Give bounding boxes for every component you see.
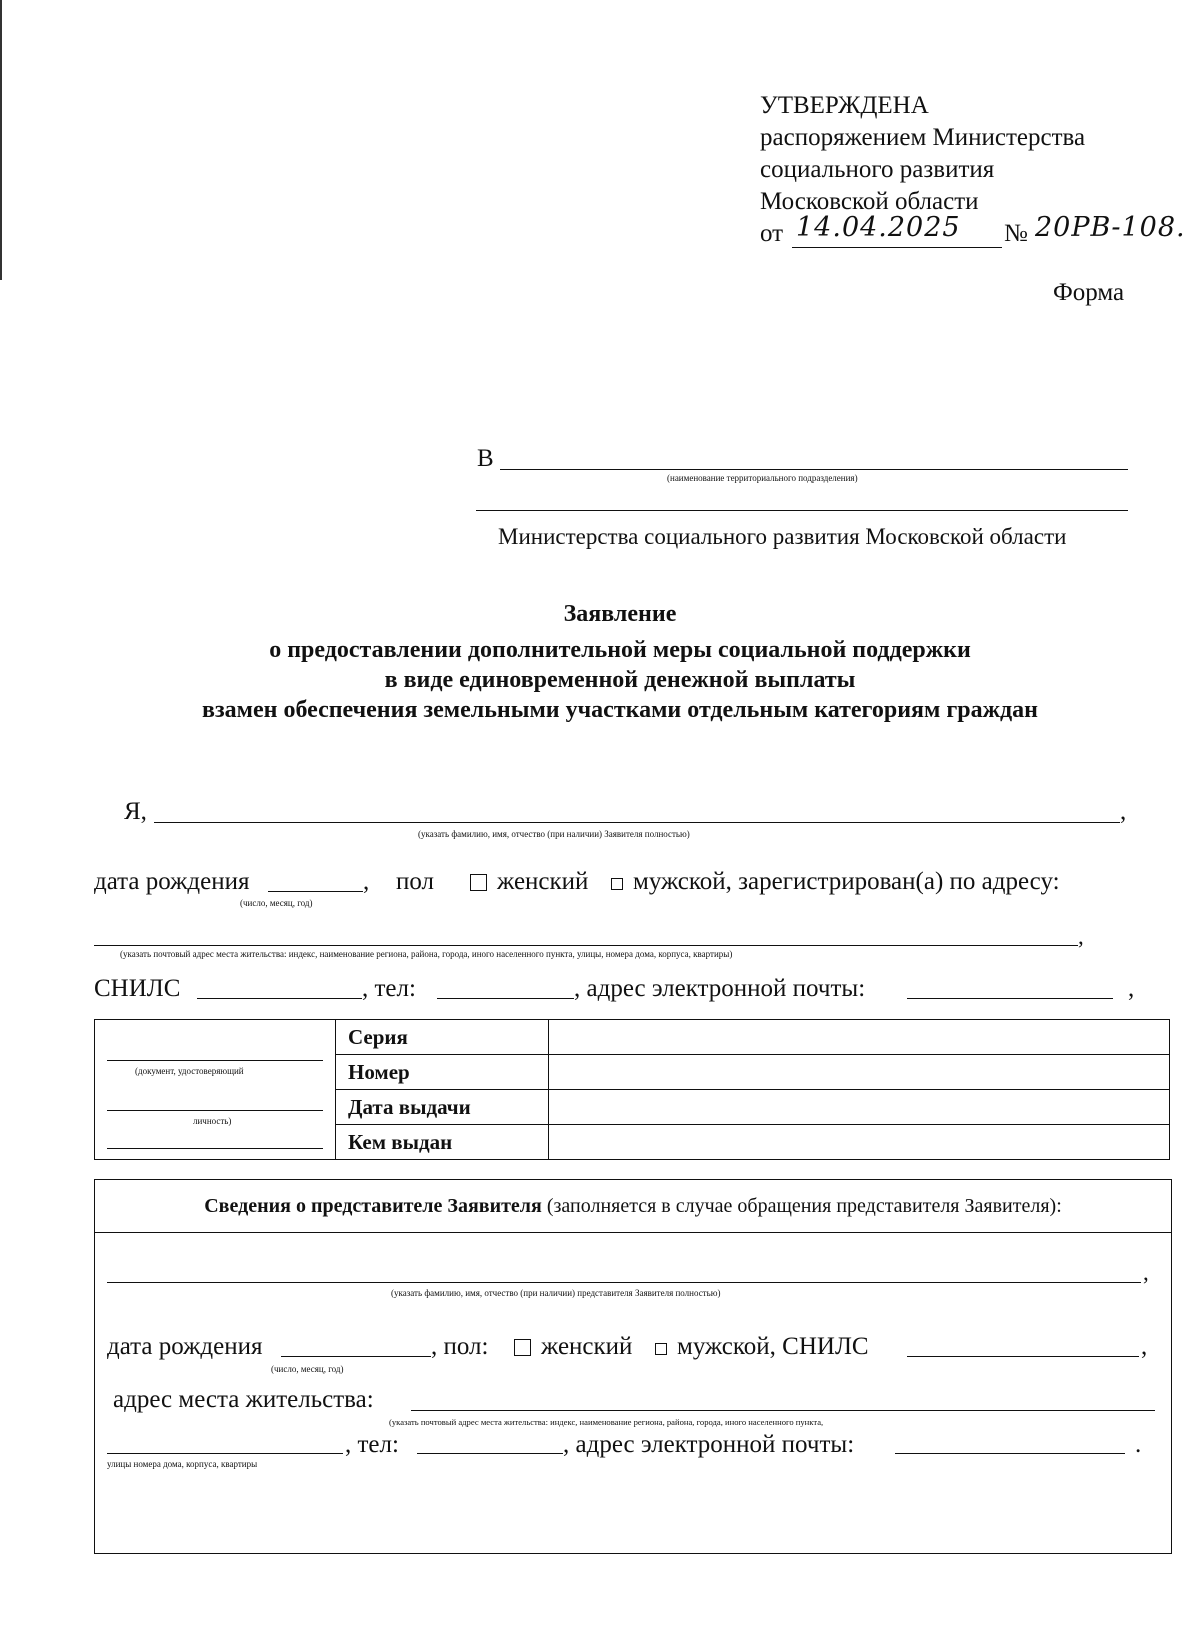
number-label: Номер: [336, 1055, 549, 1090]
representative-section: [94, 1179, 1172, 1554]
id-doc-caption-2: личность): [193, 1116, 232, 1126]
rep-gender-label: , пол:: [431, 1333, 489, 1360]
representative-heading: [95, 1180, 1171, 1233]
rep-end-comma: ,: [1141, 1333, 1148, 1360]
applicant-name-comma: ,: [1120, 798, 1127, 825]
title-line-1: Заявление: [563, 601, 677, 627]
male-label: мужской, зарегистрирован(а) по адресу:: [633, 868, 1060, 895]
applicant-dob-caption: (число, месяц, год): [240, 898, 313, 908]
male-checkbox[interactable]: [611, 878, 623, 896]
representative-heading-rest: (заполняется в случае обращения представителя Заявителя):: [541, 1195, 1062, 1217]
rep-name-line[interactable]: [107, 1282, 1141, 1283]
applicant-gender-label: пол: [396, 868, 435, 895]
addressee-line-2: [476, 510, 1128, 511]
rep-email-line[interactable]: [895, 1453, 1125, 1454]
id-doc-caption-1: (документ, удостоверяющий: [135, 1066, 244, 1076]
approval-line-1: распоряжением Министерства: [760, 124, 1086, 151]
email-line[interactable]: [907, 998, 1113, 999]
rep-tel-label: , тел:: [345, 1431, 399, 1458]
addressee-prefix: В: [477, 445, 494, 472]
title-line-3: в виде единовременной денежной выплаты: [384, 667, 856, 693]
snils-label: СНИЛС: [94, 975, 181, 1002]
rep-male-checkbox[interactable]: [655, 1343, 667, 1361]
rep-tel-line[interactable]: [417, 1453, 563, 1454]
approval-stamp: УТВЕРЖДЕНА: [760, 92, 929, 119]
rep-address-label: адрес места жительства:: [113, 1386, 374, 1413]
issue-date-field[interactable]: [549, 1090, 1170, 1125]
id-document-type-cell[interactable]: [95, 1020, 336, 1160]
representative-heading-bold: Сведения о представителе Заявителя: [204, 1195, 542, 1217]
scan-edge: [0, 0, 2, 280]
applicant-end: ,: [1128, 975, 1135, 1002]
approval-date-prefix: от: [760, 220, 784, 247]
addressee-line-1: [500, 469, 1128, 470]
rep-female-label: женский: [541, 1333, 633, 1360]
rep-name-caption: (указать фамилию, имя, отчество (при наличии) представителя Заявителя полностью): [391, 1288, 721, 1298]
applicant-address-line[interactable]: [94, 945, 1078, 946]
rep-email-label: , адрес электронной почты:: [563, 1431, 855, 1458]
snils-line[interactable]: [197, 998, 362, 999]
series-label: Серия: [336, 1020, 549, 1055]
applicant-dob-label: дата рождения: [94, 868, 250, 895]
approval-line-2: социального развития: [760, 156, 995, 183]
applicant-dob-sep: ,: [363, 868, 370, 895]
approval-number-prefix: №: [1004, 220, 1028, 247]
female-label: женский: [497, 868, 589, 895]
rep-name-comma: ,: [1143, 1260, 1149, 1285]
ministry-name: Министерства социального развития Московской области: [498, 524, 1067, 549]
tel-line[interactable]: [437, 998, 574, 999]
approval-number: 20РВ-108.: [1035, 212, 1186, 243]
approval-date: 14.04.2025: [796, 212, 961, 243]
applicant-dob-line[interactable]: [268, 891, 363, 892]
rep-snils-line[interactable]: [907, 1356, 1139, 1357]
rep-end-dot: .: [1135, 1431, 1142, 1458]
approval-line-3: Московской области: [760, 188, 979, 215]
rep-address-line-1[interactable]: [411, 1410, 1155, 1411]
rep-dob-line[interactable]: [281, 1356, 431, 1357]
rep-address-line-2[interactable]: [107, 1453, 343, 1454]
id-document-table: [94, 1019, 1170, 1160]
applicant-address-caption: (указать почтовый адрес места жительства: индекс, наименование региона, района, города, иного населенного пункта, улицы, номера дома, корпуса, квартиры): [120, 949, 733, 959]
issue-date-label: Дата выдачи: [336, 1090, 549, 1125]
title-line-2: о предоставлении дополнительной меры социальной поддержки: [269, 637, 971, 663]
applicant-ya: Я,: [124, 798, 147, 825]
rep-male-label: мужской, СНИЛС: [677, 1333, 869, 1360]
id-doc-line-2: [107, 1110, 323, 1111]
rep-address-caption-1: (указать почтовый адрес места жительства: индекс, наименование региона, района, города, иного населенного пункта,: [389, 1417, 824, 1427]
title-line-4: взамен обеспечения земельными участками отдельным категориям граждан: [202, 697, 1038, 723]
issued-by-label: Кем выдан: [336, 1125, 549, 1160]
id-doc-line-1: [107, 1060, 323, 1061]
rep-address-caption-2: улицы номера дома, корпуса, квартиры: [107, 1459, 258, 1469]
email-label: , адрес электронной почты:: [574, 975, 866, 1002]
applicant-address-end: ,: [1078, 924, 1084, 949]
form-label: Форма: [1053, 279, 1125, 306]
rep-dob-caption: (число, месяц, год): [271, 1364, 344, 1374]
female-checkbox[interactable]: [470, 874, 487, 895]
rep-female-checkbox[interactable]: [514, 1339, 531, 1360]
tel-label: , тел:: [362, 975, 416, 1002]
applicant-name-line[interactable]: [154, 822, 1120, 823]
rep-dob-label: дата рождения: [107, 1333, 263, 1360]
addressee-caption: (наименование территориального подразделения): [667, 473, 858, 483]
series-field[interactable]: [549, 1020, 1170, 1055]
issued-by-field[interactable]: [549, 1125, 1170, 1160]
approval-date-line: [792, 247, 1002, 248]
id-doc-line-3: [107, 1148, 323, 1149]
applicant-name-caption: (указать фамилию, имя, отчество (при наличии) Заявителя полностью): [418, 829, 690, 839]
number-field[interactable]: [549, 1055, 1170, 1090]
